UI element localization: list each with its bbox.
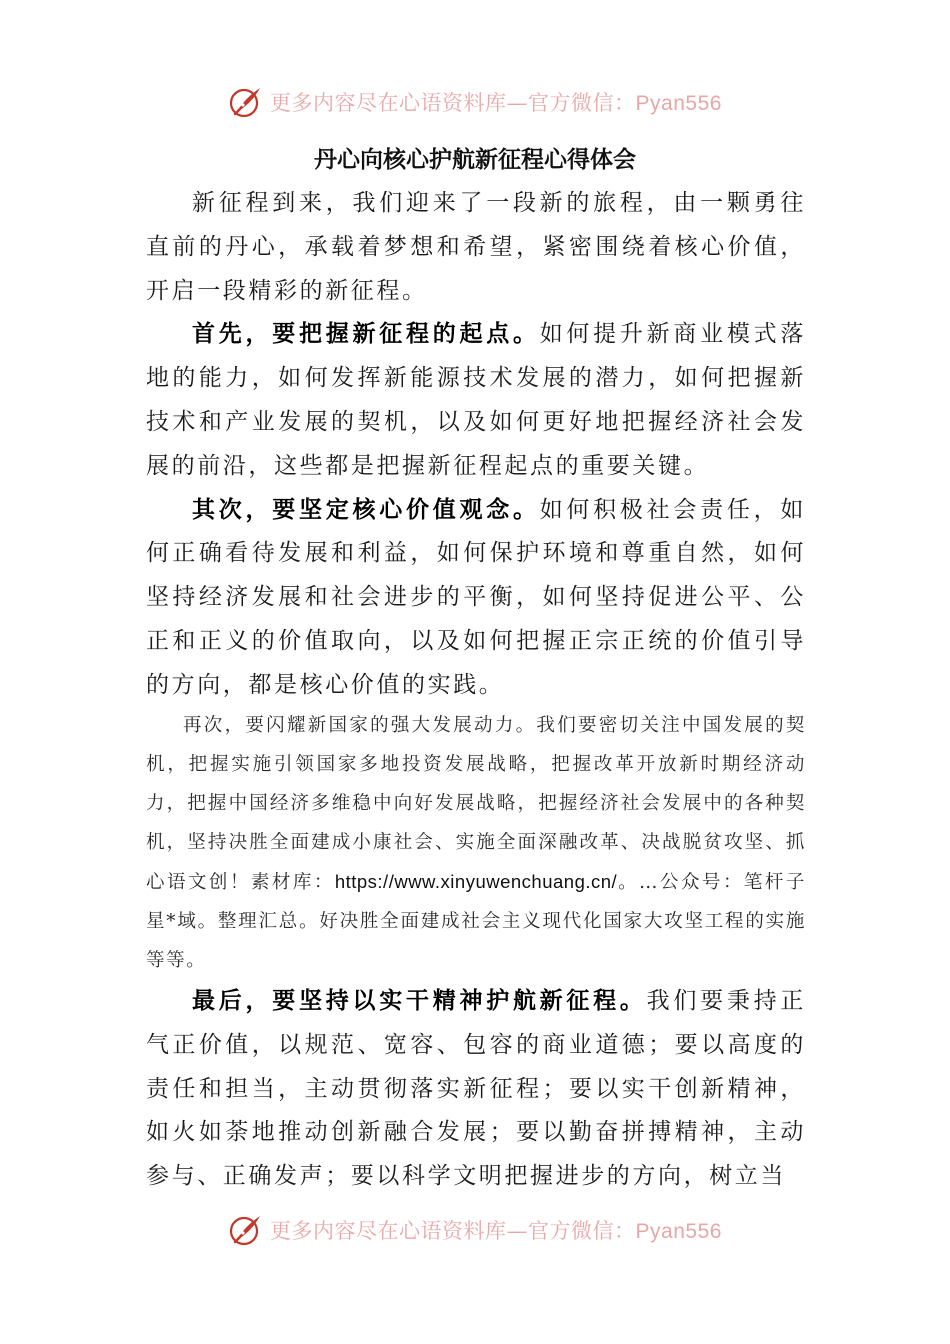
body-section-middle: [146, 706, 806, 980]
document-title: 丹心向核心护航新征程心得体会: [314, 147, 636, 173]
body-section-lower: [146, 980, 806, 1199]
quill-logo-icon: [228, 84, 264, 120]
banner-text: 更多内容尽在心语资料库—官方微信：Pyan556: [270, 91, 722, 115]
quill-logo-icon: [228, 1212, 264, 1248]
resource-url: https://www.xinyuwenchuang.cn/: [334, 871, 618, 892]
paragraph-third-point: 再次，要闪耀新国家的强大发展动力。我们要密切关注中国发展的契机，把握实施引领国家多地投资发展战略，把握改革开放新时期经济动力，把握中国经济多维稳中向好发展战略，把握经济社会发展中的各种契机，坚持决胜全面建成小康社会、实施全面深融改革、决战脱贫攻坚、抓心语文创！素材库：https://www.xinyuwenchuang.cn/。…公众号：笔杆子星*域。整理汇总。好决胜全面建成社会主义现代化国家大攻坚工程的实施等等。: [146, 715, 806, 971]
footer-banner: [0, 1208, 950, 1252]
paragraph-final-point: 最后，要坚持以实干精神护航新征程。我们要秉持正气正价值，以规范、宽容、包容的商业道德；要以高度的责任和担当，主动贯彻落实新征程；要以实干创新精神，如火如荼地推动创新融合发展；要以勤奋拼搏精神，主动参与、正确发声；要以科学文明把握进步的方向，树立当: [146, 988, 806, 1190]
paragraph-intro: 新征程到来，我们迎来了一段新的旅程，由一颗勇往直前的丹心，承载着梦想和希望，紧密围绕着核心价值，开启一段精彩的新征程。: [146, 190, 806, 304]
paragraph-lead: 首先，要把握新征程的起点。: [192, 321, 540, 348]
paragraph-lead: 其次，要坚定核心价值观念。: [192, 496, 540, 523]
paragraph-lead: 最后，要坚持以实干精神护航新征程。: [192, 988, 647, 1014]
header-banner: [0, 80, 950, 124]
paragraph-second-point: 其次，要坚定核心价值观念。如何积极社会责任，如何正确看待发展和利益，如何保护环境和尊重自然，如何坚持经济发展和社会进步的平衡，如何坚持促进公平、公正和正义的价值取向，以及如何把握正宗正统的价值引导的方向，都是核心价值的实践。: [146, 496, 806, 698]
body-section-upper: [146, 182, 806, 708]
paragraph-first-point: 首先，要把握新征程的起点。如何提升新商业模式落地的能力，如何发挥新能源技术发展的潜力，如何把握新技术和产业发展的契机，以及如何更好地把握经济社会发展的前沿，这些都是把握新征程起点的重要关键。: [146, 321, 806, 479]
banner-text: 更多内容尽在心语资料库—官方微信：Pyan556: [270, 1219, 722, 1243]
